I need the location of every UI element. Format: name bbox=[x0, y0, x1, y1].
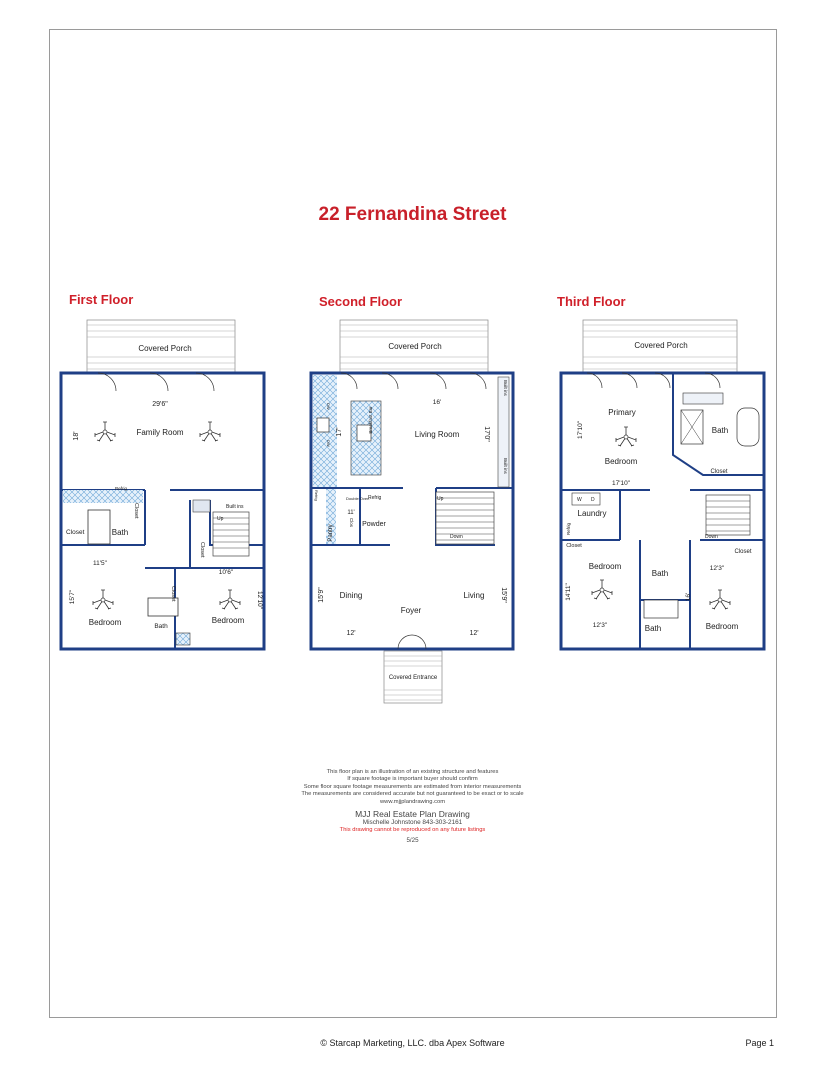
contact-line: Mischelle Johnstone 843-303-2161 bbox=[362, 819, 463, 827]
ceiling-fan-icon bbox=[95, 422, 115, 441]
second-floor-title: Second Floor bbox=[319, 294, 403, 309]
dimension-label: 15'9" bbox=[318, 587, 325, 603]
first-floor-plan bbox=[61, 320, 264, 649]
second-floor-porch-label: Covered Porch bbox=[388, 342, 442, 351]
dimension-label: 16' bbox=[432, 399, 442, 406]
room-label: Bath bbox=[651, 569, 669, 578]
room-label: Bedroom bbox=[705, 622, 739, 631]
room-label: D bbox=[591, 497, 595, 503]
room-label: Up bbox=[217, 516, 224, 522]
room-label: Closet bbox=[133, 503, 139, 519]
room-label: Built ins bbox=[503, 380, 508, 396]
restriction-note: This drawing cannot be reproduced on any future listings bbox=[339, 827, 486, 834]
room-label: Family Room bbox=[136, 428, 184, 437]
dimension-label: 12' bbox=[469, 630, 479, 637]
dimension-label: 12'3" bbox=[709, 565, 725, 572]
first-floor-tub bbox=[88, 510, 110, 544]
room-label: Refrig bbox=[566, 522, 571, 535]
room-label: Living bbox=[463, 591, 485, 600]
ceiling-fan-icon bbox=[220, 590, 240, 609]
ceiling-fan-icon bbox=[592, 580, 612, 599]
page-title: 22 Fernandina Street bbox=[318, 204, 507, 225]
dimension-label: 10'6" bbox=[218, 569, 234, 576]
second-floor-porch bbox=[340, 320, 488, 372]
dimension-label: 16' bbox=[685, 592, 692, 602]
dimension-label: 14'11" bbox=[565, 583, 572, 601]
room-label: Breakfast Bar bbox=[368, 406, 373, 434]
first-floor-bath-tile bbox=[63, 490, 143, 503]
room-label: Built ins bbox=[226, 504, 244, 510]
drawing-date: 5/25 bbox=[406, 837, 419, 845]
room-label: Closet bbox=[710, 469, 728, 475]
room-label: Clos bbox=[349, 518, 354, 528]
second-floor-plan bbox=[311, 320, 513, 703]
room-label: Bedroom bbox=[604, 457, 638, 466]
dimension-label: 12'10" bbox=[256, 590, 263, 610]
dimension-label: 15'7" bbox=[69, 589, 76, 605]
room-label: Bath bbox=[154, 623, 168, 630]
ceiling-fan-icon bbox=[200, 422, 220, 441]
room-label: Primary bbox=[608, 408, 636, 417]
room-label: Bath bbox=[644, 624, 662, 633]
company-name: MJJ Real Estate Plan Drawing bbox=[355, 809, 470, 820]
disclaimer-line: The measurements are considered accurate but not guaranteed to be exact or to scale bbox=[301, 791, 524, 798]
room-label: Powder bbox=[362, 521, 386, 528]
third-floor-porch bbox=[583, 320, 737, 372]
room-label: Refrig bbox=[314, 490, 319, 501]
room-label: W bbox=[577, 497, 582, 503]
room-label: Bedroom bbox=[88, 618, 122, 627]
ceiling-fan-icon bbox=[710, 590, 730, 609]
room-label: Built ins bbox=[503, 458, 508, 474]
room-label: Laundry bbox=[577, 509, 607, 518]
room-label: Closet bbox=[66, 529, 85, 536]
dimension-label: 18' bbox=[73, 431, 80, 441]
covered-entrance bbox=[384, 651, 442, 703]
dimension-label: 29'6" bbox=[152, 401, 168, 408]
room-label: Dining bbox=[339, 591, 363, 600]
room-label: Closet bbox=[199, 542, 205, 558]
third-floor-plan bbox=[561, 320, 764, 649]
room-label: DW bbox=[326, 403, 331, 410]
footer-page-number: Page 1 bbox=[745, 1038, 774, 1048]
disclaimer-block bbox=[0, 769, 825, 844]
room-label: Bedroom bbox=[588, 562, 622, 571]
room-label: Down bbox=[450, 534, 463, 540]
room-label: Refrig bbox=[368, 495, 382, 501]
website-text: www.mjjplandrawing.com bbox=[379, 798, 446, 805]
dimension-label: 12'3" bbox=[592, 622, 608, 629]
room-label: Bath bbox=[111, 528, 129, 537]
dimension-label: 15'9" bbox=[500, 587, 507, 603]
room-label: Living Room bbox=[414, 430, 460, 439]
room-label: Pantry bbox=[328, 524, 334, 542]
dimension-label: 12' bbox=[346, 630, 356, 637]
footer-copyright: © Starcap Marketing, LLC. dba Apex Software bbox=[320, 1038, 505, 1048]
room-label: Foyer bbox=[400, 606, 422, 615]
first-floor-porch-label: Covered Porch bbox=[138, 344, 192, 353]
dimension-label: 11'5" bbox=[93, 560, 107, 567]
dimension-label: 17'10" bbox=[611, 480, 631, 487]
third-floor-porch-label: Covered Porch bbox=[634, 341, 688, 350]
first-floor-title: First Floor bbox=[69, 292, 134, 307]
ceiling-fan-icon bbox=[616, 427, 636, 446]
disclaimer-line: Some floor square footage measurements are estimated from interior measurements bbox=[303, 783, 522, 790]
disclaimer-line: If square footage is important buyer should confirm bbox=[347, 776, 478, 783]
dimension-label: 11' bbox=[347, 510, 355, 516]
room-label: Up bbox=[437, 496, 444, 502]
dimension-label: 17' bbox=[336, 427, 343, 437]
room-label: Bedroom bbox=[211, 616, 245, 625]
room-label: Double Oven bbox=[346, 496, 370, 501]
room-label: DW bbox=[326, 440, 331, 447]
disclaimer-line: This floor plan is an illustration of an existing structure and features bbox=[326, 769, 499, 775]
room-label: Closet bbox=[566, 543, 582, 549]
covered-entrance-label: Covered Entrance bbox=[388, 675, 438, 681]
room-label: Refrig bbox=[115, 486, 128, 491]
room-label: Bath bbox=[711, 426, 729, 435]
ceiling-fan-icon bbox=[93, 590, 113, 609]
dimension-label: 17'0" bbox=[483, 426, 490, 442]
first-floor-porch bbox=[87, 320, 235, 372]
room-label: Closet bbox=[170, 586, 176, 602]
room-label: Closet bbox=[734, 549, 752, 555]
room-label: Down bbox=[705, 534, 718, 540]
dimension-label: 17'10" bbox=[577, 420, 584, 440]
third-floor-title: Third Floor bbox=[557, 294, 626, 309]
